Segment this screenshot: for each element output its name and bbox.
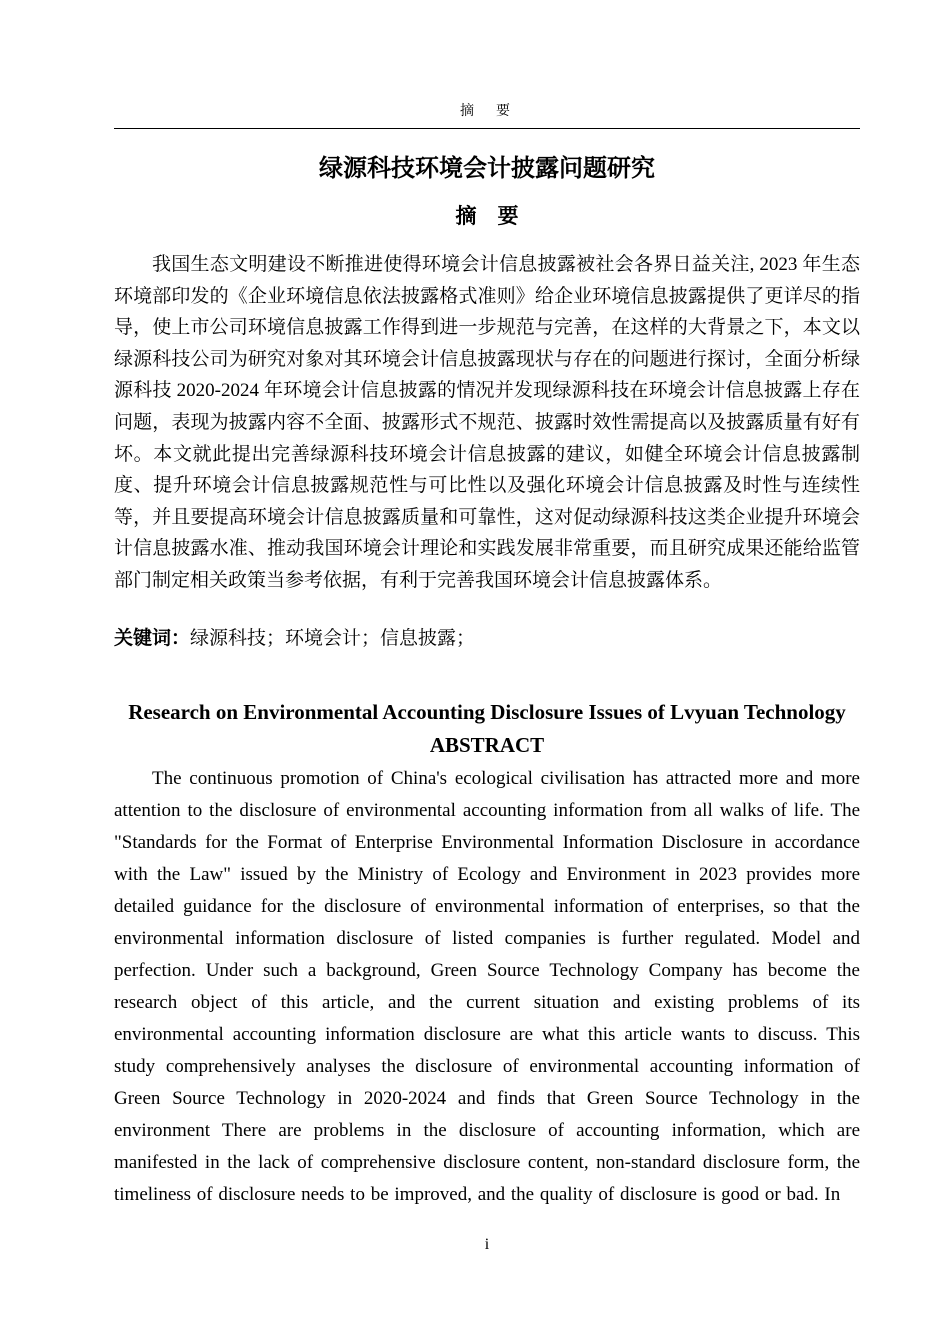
thesis-title-zh: 绿源科技环境会计披露问题研究 <box>319 156 655 182</box>
abstract-heading-en: ABSTRACT <box>429 732 545 757</box>
abstract-heading-zh: 摘 要 <box>455 204 519 228</box>
thesis-title-en: Research on Environmental Accounting Disclosure Issues of Lvyuan Technology <box>128 699 846 724</box>
abstract-body-en: The continuous promotion of China's ecological civilisation has attracted more and more attention to the disclosure of environmental accounting information from all walks of life. The "Standards for the Format of Enterprise Environmental Information Disclosure in accordance with the Law" issued by the Ministry of Ecology and Environment in 2023 provides more detailed guidance for the disclosure of environmental information of enterprises, so that the environmental information disclosure of listed companies is further regulated. Model and perfection. Under such a background, Green Source Technology Company has become the research object of this article, and the current situation and existing problems of its environmental accounting information disclosure are what this article wants to discuss. This study comprehensively analyses the disclosure of environmental accounting information of Green Source Technology in 2020-2024 and finds that Green Source Technology in the environment There are problems in the disclosure of accounting information, which are manifested in the lack of comprehensive disclosure content, non-standard disclosure form, the timeliness of disclosure needs to be improved, and the quality of disclosure is good or bad. In <box>114 767 860 1205</box>
page-number: i <box>484 1236 490 1253</box>
keywords-label: 关键词： <box>114 627 191 649</box>
keywords-line <box>114 623 860 654</box>
page-footer <box>114 1236 860 1254</box>
keywords-text: 绿源科技；环境会计；信息披露； <box>190 627 476 649</box>
running-header: 摘 要 <box>114 0 860 129</box>
page-content <box>114 0 860 1211</box>
abstract-body-zh: 我国生态文明建设不断推进使得环境会计信息披露被社会各界日益关注, 2023 年生态环境部印发的《企业环境信息依法披露格式准则》给企业环境信息披露提供了更详尽的指导，使上市公司环境信息披露工作得到进一步规范与完善，在这样的大背景之下，本文以绿源科技公司为研究对象对其环境会计信息披露现状与存在的问题进行探讨，全面分析绿源科技 2020-2024 年环境会计信息披露的情况并发现绿源科技在环境会计信息披露上存在问题，表现为披露内容不全面、披露形式不规范、披露时效性需提高以及披露质量有好有坏。本文就此提出完善绿源科技环境会计信息披露的建议，如健全环境会计信息披露制度、提升环境会计信息披露规范性与可比性以及强化环境会计信息披露及时性与连续性等，并且要提高环境会计信息披露质量和可靠性，这对促动绿源科技这类企业提升环境会计信息披露水准、推动我国环境会计理论和实践发展非常重要，而且研究成果还能给监管部门制定相关政策当参考依据，有利于完善我国环境会计信息披露体系。 <box>114 254 860 591</box>
